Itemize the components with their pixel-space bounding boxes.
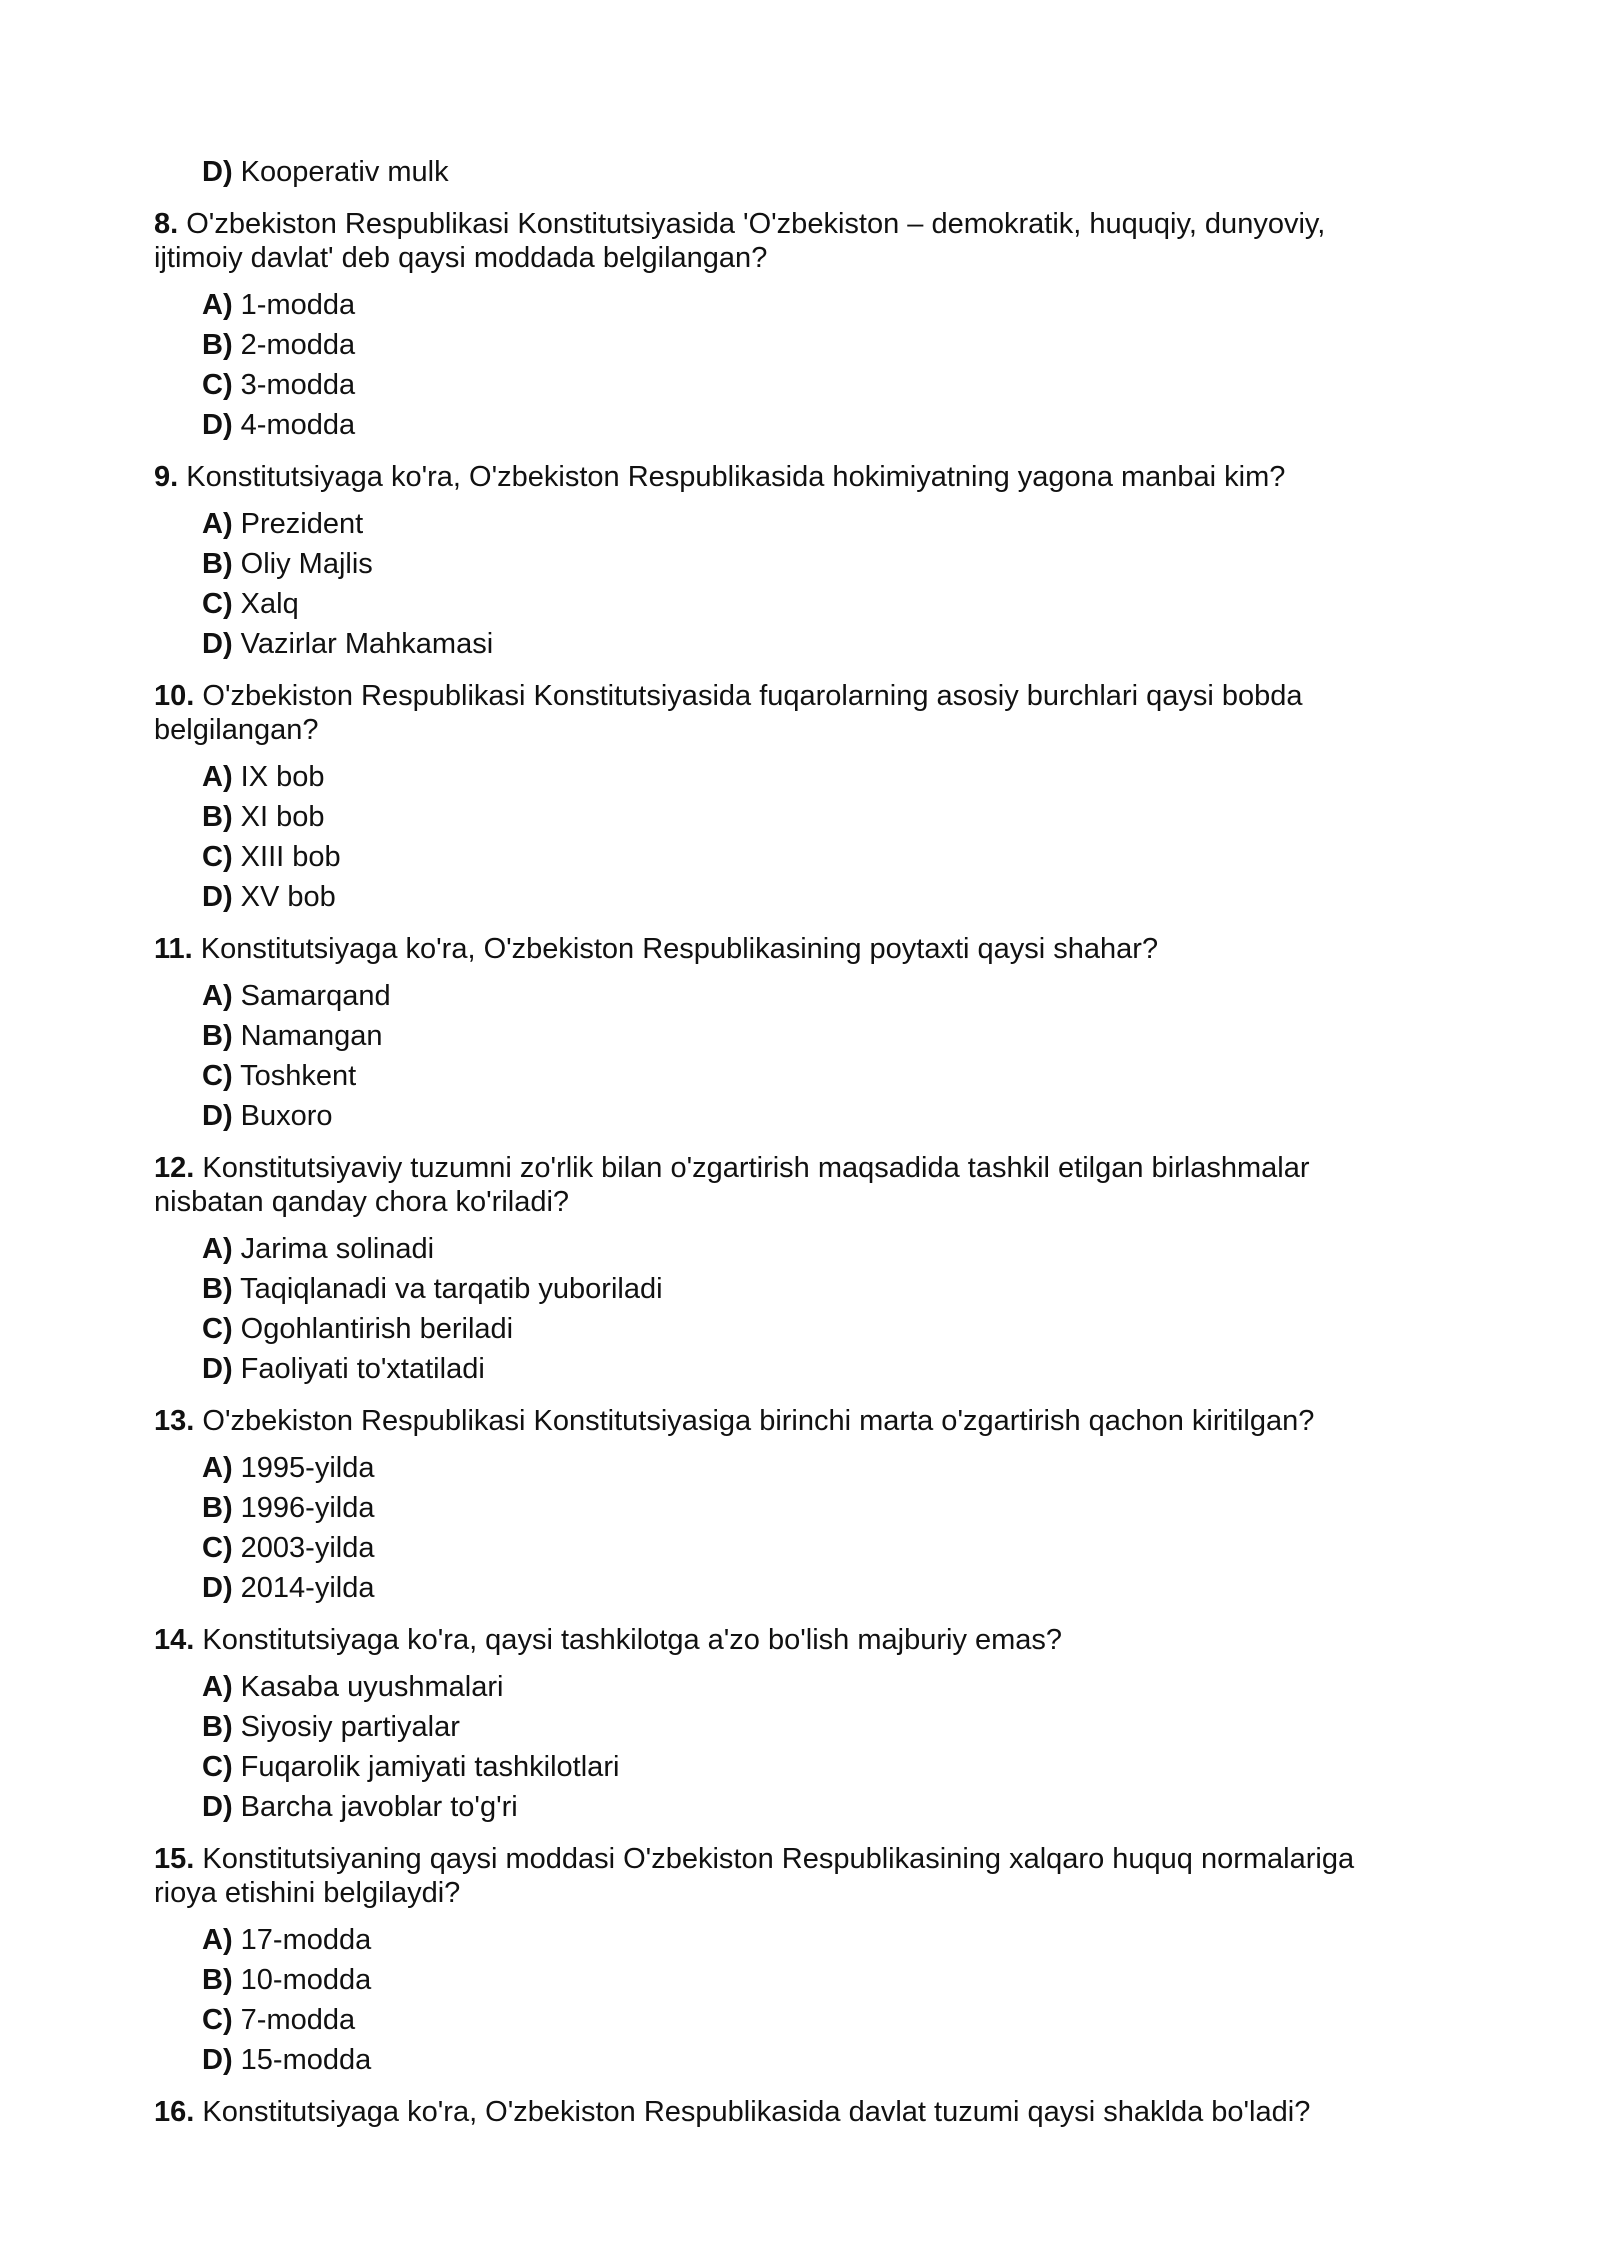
option-item	[154, 325, 1404, 365]
question-body: Konstitutsiyaga ko'ra, qaysi tashkilotga a'zo bo'lish majburiy emas?	[202, 1624, 1063, 1656]
option-letter: B)	[202, 1020, 233, 1052]
option-item	[154, 1096, 1404, 1136]
option-letter: D)	[202, 881, 233, 913]
option-letter: C)	[202, 1060, 233, 1092]
question-15	[154, 1827, 1404, 2080]
option-letter: C)	[202, 2004, 233, 2036]
option-text: Samarqand	[240, 980, 391, 1012]
option-text: 10-modda	[240, 1964, 372, 1996]
question-number: 13.	[154, 1405, 195, 1437]
option-letter: C)	[202, 1532, 233, 1564]
option-item	[154, 1707, 1404, 1747]
option-letter: C)	[202, 1313, 233, 1345]
question-number: 10.	[154, 680, 195, 712]
option-item	[154, 1056, 1404, 1096]
option-letter: A)	[202, 980, 233, 1012]
question-body: Konstitutsiyaning qaysi moddasi O'zbekiston Respublikasining xalqaro huquq normalariga rioya etishini belgilaydi?	[154, 1843, 1355, 1909]
option-letter: D)	[202, 628, 233, 660]
option-item	[154, 837, 1404, 877]
question-body: Konstitutsiyaviy tuzumni zo'rlik bilan o'zgartirish maqsadida tashkil etilgan birlashmalar nisbatan qanday chora ko'riladi?	[154, 1152, 1310, 1218]
question-text	[154, 1136, 1404, 1229]
question-number: 11.	[154, 933, 193, 965]
question-text	[154, 664, 1404, 757]
option-letter: D)	[202, 156, 233, 188]
document-page	[154, 152, 1404, 2139]
option-letter: C)	[202, 1751, 233, 1783]
option-text: 7-modda	[240, 2004, 356, 2036]
option-text: 15-modda	[240, 2044, 372, 2076]
option-item	[154, 1787, 1404, 1827]
option-item	[154, 976, 1404, 1016]
option-text: 2-modda	[240, 329, 356, 361]
option-item	[154, 757, 1404, 797]
option-item	[154, 1269, 1404, 1309]
question-text	[154, 1608, 1404, 1667]
option-text: Buxoro	[240, 1100, 333, 1132]
question-9	[154, 445, 1404, 664]
option-letter: A)	[202, 1924, 233, 1956]
question-number: 15.	[154, 1843, 195, 1875]
option-text: Taqiqlanadi va tarqatib yuboriladi	[240, 1273, 663, 1305]
question-16	[154, 2080, 1404, 2139]
question-text	[154, 445, 1404, 504]
question-body: Konstitutsiyaga ko'ra, O'zbekiston Respublikasida hokimiyatning yagona manbai kim?	[186, 461, 1286, 493]
question-text	[154, 1827, 1404, 1920]
option-text: Fuqarolik jamiyati tashkilotlari	[240, 1751, 620, 1783]
question-14	[154, 1608, 1404, 1827]
option-text: Ogohlantirish beriladi	[240, 1313, 514, 1345]
option-item	[154, 1349, 1404, 1389]
option-text: Barcha javoblar to'g'ri	[240, 1791, 518, 1823]
option-text: Oliy Majlis	[240, 548, 373, 580]
question-text	[154, 917, 1404, 976]
question-number: 16.	[154, 2096, 195, 2128]
question-text	[154, 192, 1404, 285]
option-letter: D)	[202, 1791, 233, 1823]
option-letter: A)	[202, 1671, 233, 1703]
option-item	[154, 1016, 1404, 1056]
option-text: Namangan	[240, 1020, 383, 1052]
question-text	[154, 2080, 1404, 2139]
option-text: 17-modda	[240, 1924, 372, 1956]
question-list	[154, 192, 1404, 2139]
option-text: 2014-yilda	[240, 1572, 375, 1604]
option-letter: B)	[202, 329, 233, 361]
option-item	[154, 624, 1404, 664]
option-text: Faoliyati to'xtatiladi	[240, 1353, 485, 1385]
option-letter: C)	[202, 841, 233, 873]
option-text: Prezident	[240, 508, 364, 540]
option-letter: D)	[202, 409, 233, 441]
option-text: 3-modda	[240, 369, 356, 401]
question-number: 9.	[154, 461, 179, 493]
question-body: O'zbekiston Respublikasi Konstitutsiyasiga birinchi marta o'zgartirish qachon kiritilgan?	[202, 1405, 1315, 1437]
option-item	[154, 2040, 1404, 2080]
option-letter: A)	[202, 289, 233, 321]
question-10	[154, 664, 1404, 917]
option-letter: C)	[202, 369, 233, 401]
option-letter: D)	[202, 1353, 233, 1385]
option-letter: B)	[202, 1273, 233, 1305]
question-13	[154, 1389, 1404, 1608]
option-text: Vazirlar Mahkamasi	[240, 628, 494, 660]
question-body: Konstitutsiyaga ko'ra, O'zbekiston Respublikasining poytaxti qaysi shahar?	[200, 933, 1159, 965]
option-item	[154, 797, 1404, 837]
option-item	[154, 2000, 1404, 2040]
option-text: 4-modda	[240, 409, 356, 441]
option-text: Kasaba uyushmalari	[240, 1671, 504, 1703]
option-item	[154, 365, 1404, 405]
option-text: 1-modda	[240, 289, 356, 321]
option-item	[154, 1229, 1404, 1269]
option-text: XI bob	[240, 801, 325, 833]
option-item	[154, 1960, 1404, 2000]
option-item	[154, 1667, 1404, 1707]
option-text: IX bob	[240, 761, 325, 793]
option-letter: A)	[202, 1233, 233, 1265]
option-item	[154, 405, 1404, 445]
option-item	[154, 1920, 1404, 1960]
option-letter: C)	[202, 588, 233, 620]
option-text: XIII bob	[240, 841, 341, 873]
question-number: 12.	[154, 1152, 195, 1184]
option-item	[154, 544, 1404, 584]
option-item	[154, 1488, 1404, 1528]
option-letter: A)	[202, 1452, 233, 1484]
option-letter: B)	[202, 1492, 233, 1524]
option-text: Toshkent	[240, 1060, 357, 1092]
question-body: Konstitutsiyaga ko'ra, O'zbekiston Respublikasida davlat tuzumi qaysi shaklda bo'ladi?	[202, 2096, 1311, 2128]
option-item	[154, 1568, 1404, 1608]
option-letter: B)	[202, 1711, 233, 1743]
option-letter: B)	[202, 801, 233, 833]
option-text: Xalq	[240, 588, 299, 620]
option-text: Siyosiy partiyalar	[240, 1711, 460, 1743]
option-item	[154, 1747, 1404, 1787]
question-8	[154, 192, 1404, 445]
option-item	[154, 1309, 1404, 1349]
option-letter: A)	[202, 761, 233, 793]
option-text: Kooperativ mulk	[240, 156, 449, 188]
option-letter: B)	[202, 548, 233, 580]
option-item	[154, 504, 1404, 544]
question-number: 14.	[154, 1624, 195, 1656]
question-11	[154, 917, 1404, 1136]
option-text: XV bob	[240, 881, 336, 913]
option-text: 1996-yilda	[240, 1492, 375, 1524]
option-item	[154, 1448, 1404, 1488]
question-number: 8.	[154, 208, 179, 240]
option-text: 2003-yilda	[240, 1532, 375, 1564]
option-letter: D)	[202, 1100, 233, 1132]
question-12	[154, 1136, 1404, 1389]
option-item	[154, 877, 1404, 917]
option-item	[154, 152, 1404, 192]
question-text	[154, 1389, 1404, 1448]
option-letter: A)	[202, 508, 233, 540]
option-item	[154, 1528, 1404, 1568]
option-letter: D)	[202, 2044, 233, 2076]
option-text: Jarima solinadi	[240, 1233, 435, 1265]
question-body: O'zbekiston Respublikasi Konstitutsiyasida fuqarolarning asosiy burchlari qaysi bobda belgilangan?	[154, 680, 1303, 746]
option-item	[154, 285, 1404, 325]
option-text: 1995-yilda	[240, 1452, 375, 1484]
option-item	[154, 584, 1404, 624]
option-letter: D)	[202, 1572, 233, 1604]
option-letter: B)	[202, 1964, 233, 1996]
question-body: O'zbekiston Respublikasi Konstitutsiyasida 'O'zbekiston – demokratik, huquqiy, dunyoviy, ijtimoiy davlat' deb qaysi moddada belgilangan?	[154, 208, 1326, 274]
